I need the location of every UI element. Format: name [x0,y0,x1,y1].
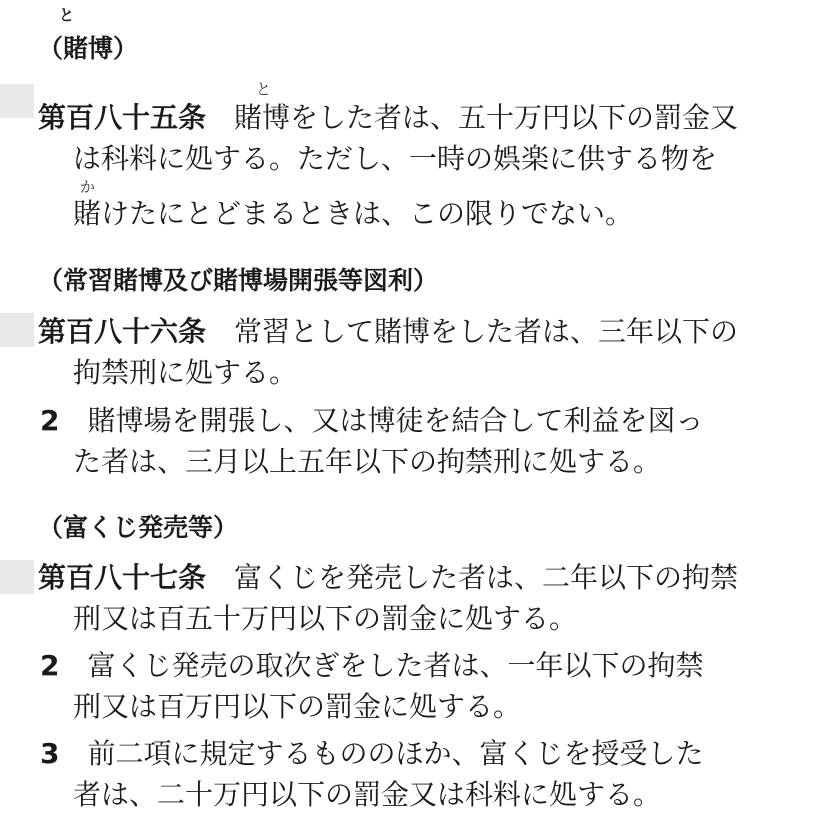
paragraph-text: 賭博場を開張し、又は博徒を結合して利益を図っ [87,404,704,437]
article-185-line-2: は科料に処する。ただし、一時の娯楽に供する物を [73,142,718,175]
article-heading-habitual-gambling: （常習賭博及び賭博場開張等図利） [38,266,439,295]
article-ruby: と [256,80,272,98]
heading-ruby: と [59,6,75,24]
paragraph-187-3-line-1 [40,737,704,770]
article-186-line-1 [38,315,739,348]
article-187-line-2: 刑又は百五十万円以下の罰金に処する。 [73,602,578,635]
paragraph-187-2-line-2: 刑又は百万円以下の罰金に処する。 [73,690,522,723]
article-number: 第百八十七条 [38,561,207,594]
article-heading-gambling: （賭博） [38,34,139,63]
article-186-line-2: 拘禁刑に処する。 [73,356,298,389]
article-text: 常習として賭博をした者は、三年以下の [234,315,739,348]
paragraph-text: 富くじ発売の取次ぎをした者は、一年以下の拘禁 [87,649,704,682]
paragraph-number: 2 [40,649,60,682]
paragraph-187-3-line-2: 者は、二十万円以下の罰金又は科料に処する。 [73,778,662,811]
article-text: 富くじを発売した者は、二年以下の拘禁 [234,561,739,594]
paragraph-number: 3 [40,737,60,770]
paragraph-text: 前二項に規定するもののほか、富くじを授受した [87,737,704,770]
paragraph-186-2-line-2: た者は、三月以上五年以下の拘禁刑に処する。 [73,445,662,478]
paragraph-186-2-line-1 [40,404,704,437]
article-ruby: か [80,178,96,196]
paragraph-187-2-line-1 [40,649,704,682]
article-number: 第百八十五条 [38,101,207,134]
paragraph-number: 2 [40,404,60,437]
article-heading-lottery: （富くじ発売等） [38,513,239,542]
article-marker [0,313,34,347]
article-187-line-1 [38,561,739,594]
article-185-line-1 [38,101,739,134]
article-185-line-3: 賭けたにとどまるときは、この限りでない。 [73,197,634,230]
article-number: 第百八十六条 [38,315,207,348]
article-marker [0,560,34,594]
article-marker [0,84,34,118]
article-text: 賭博をした者は、五十万円以下の罰金又 [234,101,739,134]
